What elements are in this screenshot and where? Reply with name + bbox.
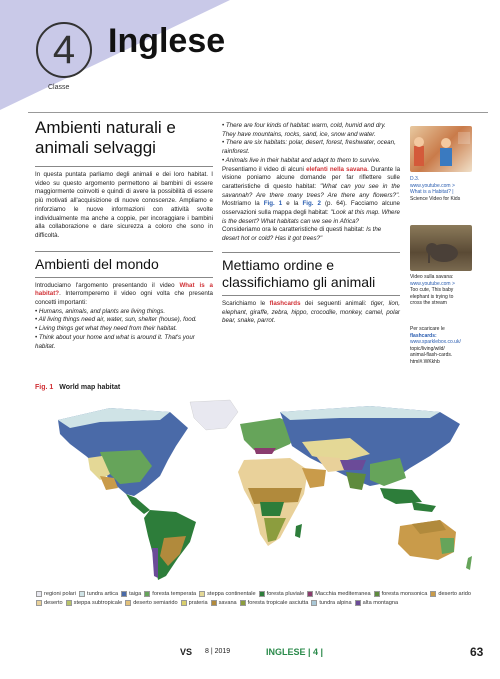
legend-item <box>374 590 428 599</box>
section-text-a: Introduciamo l'argomento presentando il video <box>35 281 180 289</box>
divider <box>35 277 213 278</box>
legend-item <box>36 599 63 608</box>
article-title: Ambienti naturali e animali selvaggi <box>35 118 176 157</box>
bullet-item: • Animals live in their habitat and adapt to them to survive. <box>222 156 381 164</box>
question-text: Is the desert hot or cold? Has it got trees?" <box>222 226 382 243</box>
sidebar-title: Video sulla savana: <box>410 274 454 280</box>
question-text: "Look at this map. Where is the desert? What habitats can we see in Africa? <box>222 209 400 225</box>
legend-swatch <box>66 600 72 606</box>
video-thumbnail-elephant[interactable] <box>410 225 472 271</box>
bullet-item: • Living things get what they need from their habitat. <box>35 325 178 333</box>
issue-number: 8 | 2019 <box>205 648 231 655</box>
sidebar-block-flashcards <box>410 326 492 365</box>
legend-item <box>79 590 118 599</box>
section-title: Mettiamo ordine e classifichiamo gli animali <box>222 256 376 290</box>
legend-item <box>211 599 237 608</box>
legend-item <box>36 590 76 599</box>
page-number: 63 <box>470 645 484 659</box>
southeast-asia-rainforest <box>380 488 422 504</box>
map-legend <box>36 590 476 608</box>
himalaya-mountains <box>340 460 366 470</box>
legend-swatch <box>355 600 361 606</box>
sidebar-link-line[interactable]: What is a Habitat? | <box>410 189 454 195</box>
video-thumbnail-habitat[interactable] <box>410 126 472 172</box>
kids-illustration-icon <box>410 126 472 172</box>
legend-label: tundra alpina <box>319 600 352 606</box>
video-link-habitat[interactable]: What is a habitat? <box>35 281 213 298</box>
legend-item <box>307 590 370 599</box>
divider <box>35 166 213 167</box>
bullet-item: • Think about your home and what is around it. That's your habitat. <box>35 333 195 350</box>
page-footer <box>0 645 500 665</box>
video-link-elephants[interactable]: elefanti nella savana <box>306 165 368 173</box>
magazine-logo: VS <box>180 647 193 657</box>
australia-forest <box>440 538 454 554</box>
section-text-b: . Interromperemo il video ogni volta che presenta concetti importanti: <box>35 290 213 307</box>
legend-swatch <box>79 591 85 597</box>
text-h: dei seguenti animali: <box>300 299 371 307</box>
legend-label: steppa continentale <box>207 591 256 597</box>
legend-label: prateria <box>188 600 208 606</box>
question-text: "What can you see in the savannah? Are there many trees? Are there any flowers?". <box>222 182 400 199</box>
legend-item <box>259 590 305 599</box>
legend-swatch <box>430 591 436 597</box>
bullet-item: • There are four kinds of habitat: warm, cold, humid and dry. They have mountains, rocks, sand, ice, snow and water. <box>222 122 386 138</box>
legend-label: foresta tropicale asciutta <box>247 600 309 606</box>
sidebar-title: D.3. <box>410 176 420 182</box>
legend-label: foresta monsonica <box>381 591 428 597</box>
legend-swatch <box>125 600 131 606</box>
africa-savanna <box>248 488 302 504</box>
header-divider <box>28 112 488 113</box>
legend-item <box>66 599 123 608</box>
text-e: (p. 64). Facciamo alcune osservazioni sulla mappa degli habitat: <box>222 200 400 217</box>
divider <box>222 252 400 253</box>
legend-label: deserto semiarido <box>133 600 178 606</box>
sidebar-title: Per scaricare le <box>410 326 445 332</box>
greenland-shape <box>190 400 238 430</box>
africa-rainforest <box>260 502 284 516</box>
sidebar-link-line: animal-flash-cards. <box>410 352 453 358</box>
legend-label: savana <box>218 600 237 606</box>
legend-swatch <box>144 591 150 597</box>
sidebar-link-line: cross the stream <box>410 300 447 306</box>
sidebar-link-line[interactable]: www.youtube.com > <box>410 280 455 287</box>
sidebar-block-savanna <box>410 274 492 307</box>
sidebar-block-habitat <box>410 176 492 202</box>
figure-title: World map habitat <box>59 384 121 391</box>
andes-mountains <box>152 548 158 578</box>
legend-label: deserto arido <box>438 591 471 597</box>
fig1-link[interactable]: Fig. 1 <box>263 200 283 208</box>
bullet-item: • All living things need air, water, sun, shelter (house), food. <box>35 316 197 324</box>
mediterranean-shrub <box>254 448 276 454</box>
animal-list: tiger, lion, elephant, giraffe, zebra, hippo, crocodile, monkey, camel, polar bear, snake, parrot. <box>222 299 400 325</box>
legend-swatch <box>121 591 127 597</box>
text-f: Consideriamo ora le caratteristiche di questi habitat: <box>222 226 367 234</box>
sidebar-link-line: Science Video for Kids <box>410 195 461 202</box>
intro-paragraph: In questa puntata parliamo degli animali e dei loro habitat. I video su questo argomento permettono ai bambini di essere maggiormente coinvolti e quindi di avere la possibilità di essere più motivati all'acquisizione di nuove conoscenze. Ampliamo e rinforziamo le nuove informazioni con attività svolte individualmente ma anche a coppie, per incoraggiare i bambini alla collaborazione e dare sicurezza a coloro che sono in difficoltà. <box>35 171 213 239</box>
page-title: Inglese <box>108 22 226 60</box>
figure-label: Fig. 1 <box>35 384 54 391</box>
fig2-link[interactable]: Fig. 2 <box>302 200 321 208</box>
elephant-icon <box>410 225 472 271</box>
new-guinea-shape <box>412 502 436 512</box>
india-monsoon <box>346 472 366 490</box>
legend-item <box>430 590 471 599</box>
text-d: e la <box>282 200 303 208</box>
legend-swatch <box>307 591 313 597</box>
section-title: Ambienti del mondo <box>35 255 159 272</box>
legend-item <box>121 590 141 599</box>
divider <box>222 295 400 296</box>
figure-caption <box>35 384 120 391</box>
legend-swatch <box>259 591 265 597</box>
legend-item <box>311 599 351 608</box>
legend-item <box>199 590 256 599</box>
legend-label: steppa subtropicale <box>73 600 123 606</box>
legend-item <box>144 590 196 599</box>
sidebar-link-line: html#.WKkhb <box>410 358 440 365</box>
bullet-item: • Humans, animals, and plants are living things. <box>35 307 166 315</box>
sidebar-link-line: Too cute, This baby <box>410 287 454 293</box>
section-paragraph <box>35 282 213 308</box>
legend-swatch <box>211 600 217 606</box>
new-zealand-shape <box>466 556 472 570</box>
legend-swatch <box>374 591 380 597</box>
text-c: Mostriamo la <box>222 200 264 208</box>
legend-label: tundra artica <box>87 591 119 597</box>
savanna-paragraph <box>222 166 400 227</box>
asia-tundra <box>280 406 440 420</box>
world-habitat-map <box>40 398 480 588</box>
legend-item <box>355 599 398 608</box>
class-number-badge: 4 <box>36 22 92 78</box>
legend-label: regioni polari <box>44 591 77 597</box>
text-b: . Durante la visione poniamo alcune domande per far riflettere sulle caratteristiche di questo habitat: <box>222 165 401 190</box>
divider <box>35 251 213 252</box>
legend-label: deserto <box>44 600 63 606</box>
central-america-shape <box>126 494 150 514</box>
sidebar-link-line: elephant is trying to <box>410 293 454 300</box>
sidebar-link-line: topic/living/wild/ <box>410 345 445 352</box>
flashcards-link[interactable]: flashcards <box>269 299 301 307</box>
legend-label: Macchia mediterranea <box>315 591 371 597</box>
sidebar-link-flashcards[interactable]: flashcards: <box>410 332 437 339</box>
habitat-paragraph <box>222 226 400 243</box>
flashcards-paragraph <box>222 300 400 326</box>
legend-item <box>125 599 177 608</box>
bullet-item: • There are six habitats: polar, desert, forest, freshwater, ocean, rainforest. <box>222 139 396 156</box>
legend-swatch <box>181 600 187 606</box>
madagascar-shape <box>295 524 302 538</box>
legend-label: alta montagna <box>362 600 399 606</box>
sidebar-link-line[interactable]: www.youtube.com > <box>410 182 455 189</box>
legend-label: foresta temperata <box>152 591 197 597</box>
text-a: Presentiamo il video di alcuni <box>222 165 307 173</box>
text-g: Scarichiamo le <box>222 299 270 307</box>
footer-subject: INGLESE | 4 | <box>266 647 324 657</box>
legend-label: foresta pluviale <box>266 591 305 597</box>
legend-item <box>181 599 208 608</box>
legend-swatch <box>36 591 42 597</box>
class-label: Classe <box>48 84 70 91</box>
sidebar-link-line[interactable]: www.sparklebox.co.uk/ <box>410 339 461 345</box>
legend-label: taiga <box>129 591 142 597</box>
middle-column <box>222 122 400 326</box>
left-column <box>35 118 213 351</box>
legend-item <box>240 599 309 608</box>
legend-swatch <box>311 600 317 606</box>
legend-swatch <box>36 600 42 606</box>
legend-swatch <box>199 591 205 597</box>
legend-swatch <box>240 600 246 606</box>
